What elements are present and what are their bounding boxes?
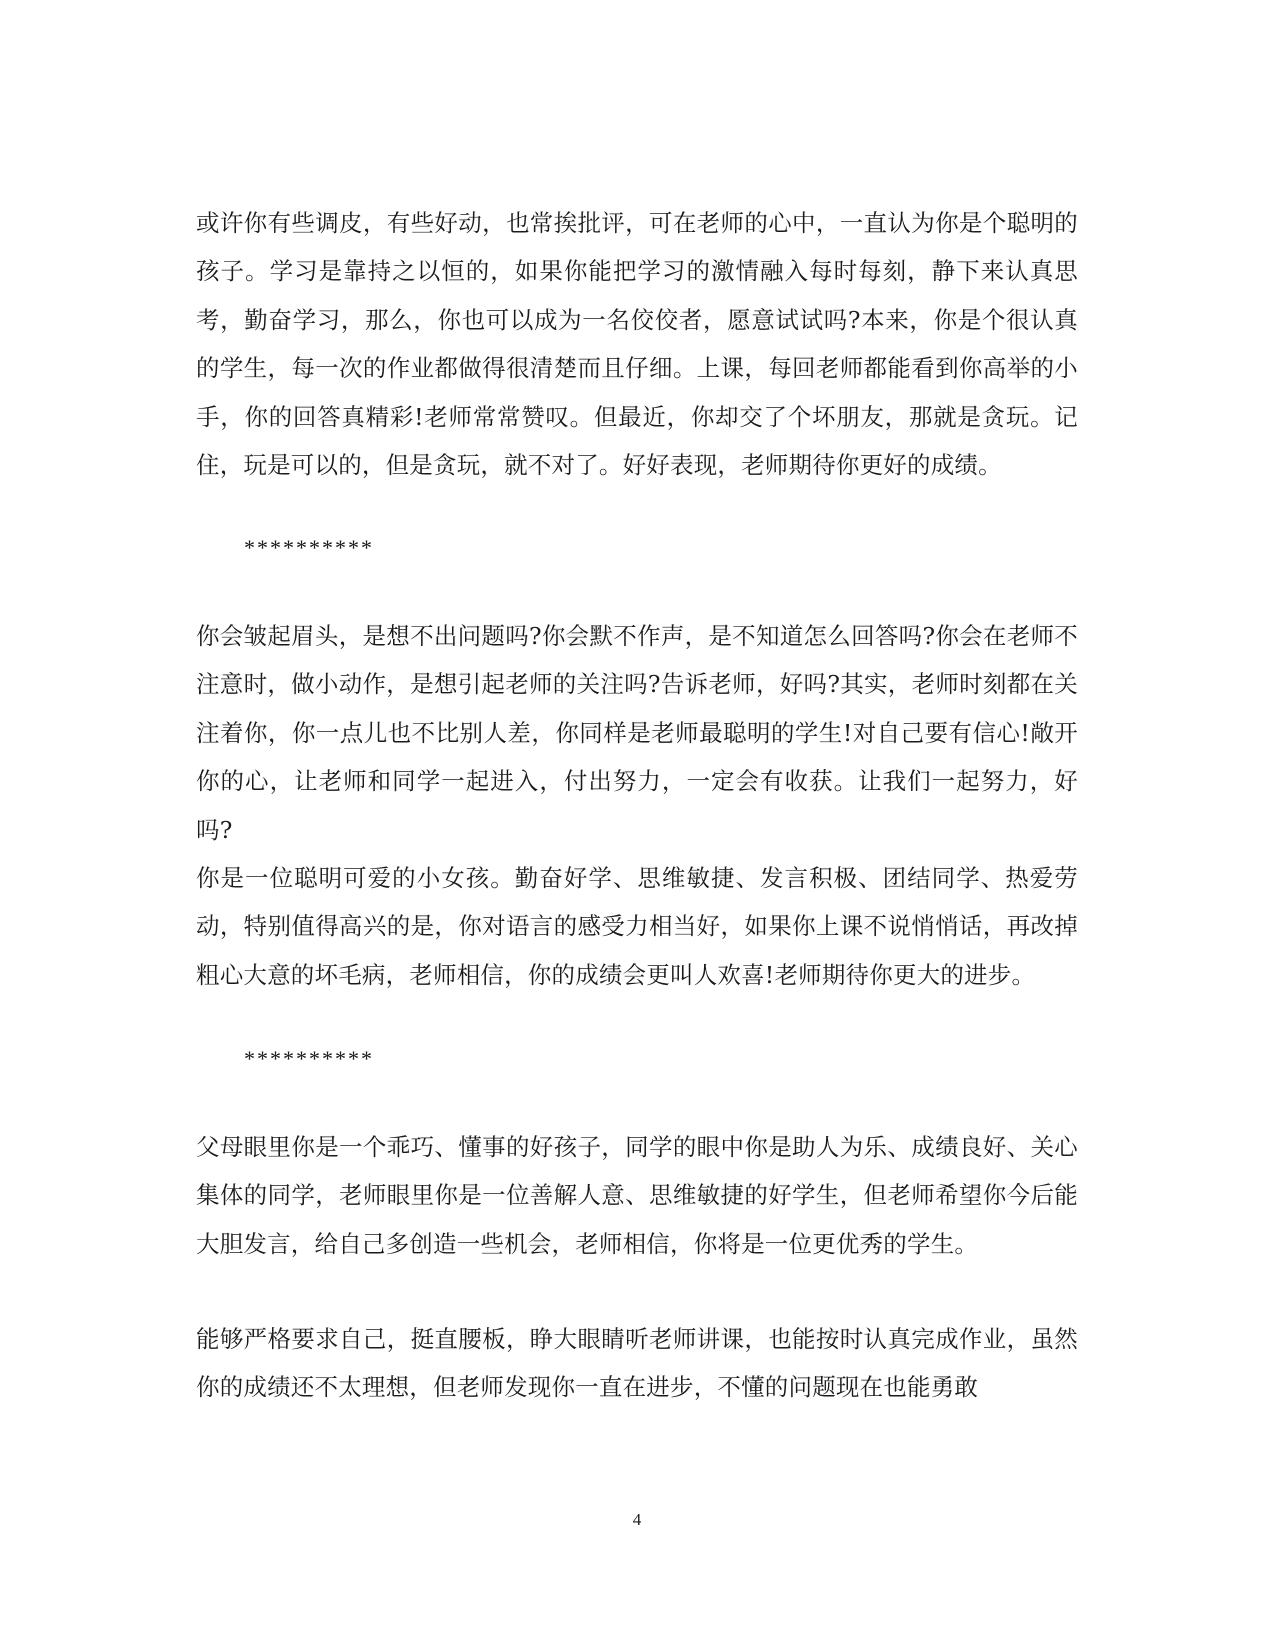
paragraph-2: 你会皱起眉头，是想不出问题吗?你会默不作声，是不知道怎么回答吗?你会在老师不注意时，做小动作，是想引起老师的关注吗?告诉老师，好吗?其实，老师时刻都在关注着你，你一点儿也不比别人差，你同样是老师最聪明的学生!对自己要有信心!敞开你的心，让老师和同学一起进入，付出努力，一定会有收获。让我们一起努力，好吗? xyxy=(196,622,1078,844)
paragraph-3: 你是一位聪明可爱的小女孩。勤奋好学、思维敏捷、发言积极、团结同学、热爱劳动，特别值得高兴的是，你对语言的感受力相当好，如果你上课不说悄悄话，再改掉粗心大意的坏毛病，老师相信，你的成绩会更叫人欢喜!老师期待你更大的进步。 xyxy=(196,864,1078,989)
paragraph-1: 或许你有些调皮，有些好动，也常挨批评，可在老师的心中，一直认为你是个聪明的孩子。学习是靠持之以恒的，如果你能把学习的激情融入每时每刻，静下来认真思考，勤奋学习，那么，你也可以成为一名佼佼者，愿意试试吗?本来，你是个很认真的学生，每一次的作业都做得很清楚而且仔细。上课，每回老师都能看到你高举的小手，你的回答真精彩!老师常常赞叹。但最近，你却交了个坏朋友，那就是贪玩。记住，玩是可以的，但是贪玩，就不对了。好好表现，老师期待你更好的成绩。 xyxy=(196,209,1078,480)
page-number: 4 xyxy=(632,1510,642,1529)
paragraph-5: 能够严格要求自己，挺直腰板，睁大眼睛听老师讲课，也能按时认真完成作业，虽然你的成绩还不太理想，但老师发现你一直在进步，不懂的问题现在也能勇敢 xyxy=(196,1325,1078,1402)
separator-2: ********** xyxy=(244,1046,374,1071)
paragraph-4: 父母眼里你是一个乖巧、懂事的好孩子，同学的眼中你是助人为乐、成绩良好、关心集体的同学，老师眼里你是一位善解人意、思维敏捷的好学生，但老师希望你今后能大胆发言，给自己多创造一些机会，老师相信，你将是一位更优秀的学生。 xyxy=(196,1133,1078,1258)
separator-1: ********** xyxy=(244,535,374,560)
